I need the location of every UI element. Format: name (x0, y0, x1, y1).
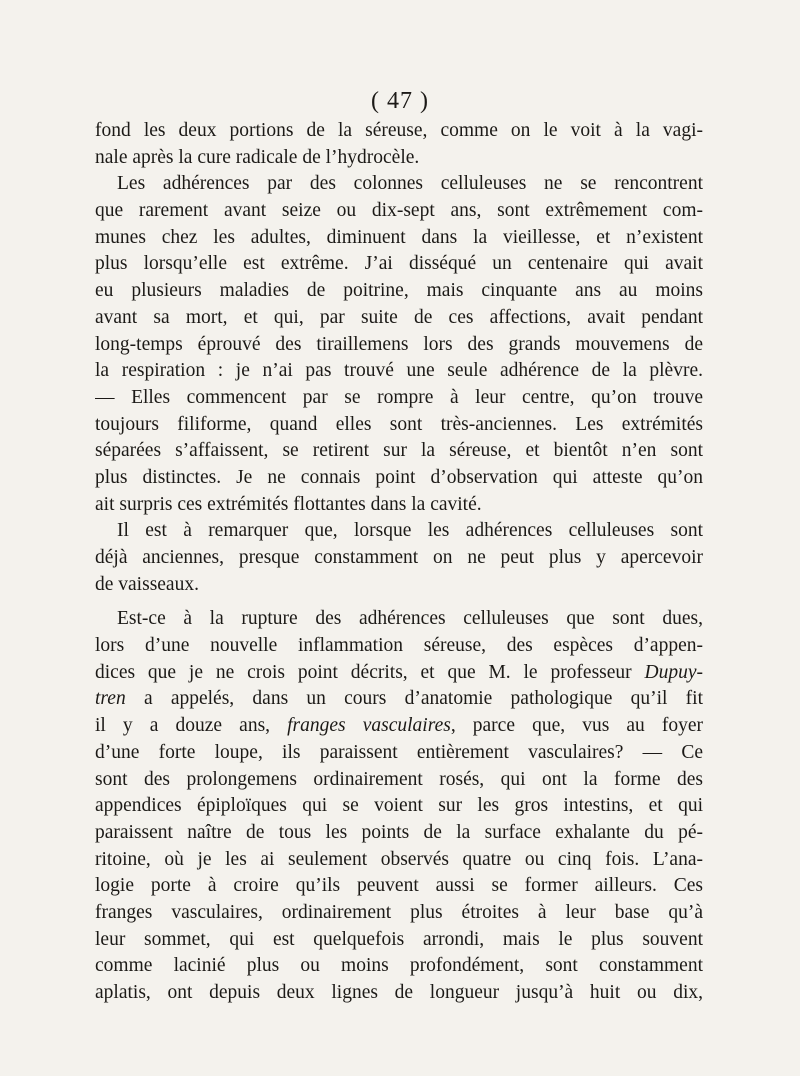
italic-term: Dupuy- (644, 661, 703, 683)
italic-term: tren (95, 688, 126, 710)
text-line: que rarement avant seize ou dix-sept ans, sont extrêmement com- (95, 200, 703, 222)
text-line: appendices épiploïques qui se voient sur les gros intestins, et qui (95, 795, 703, 817)
text-line: déjà anciennes, presque constamment on ne peut plus y apercevoir (95, 547, 703, 568)
text-line: plus distinctes. Je ne connais point d’observation qui atteste qu’on (95, 466, 703, 488)
body-text (95, 118, 703, 1007)
text-line: logie porte à croire qu’ils peuvent aussi se former ailleurs. Ces (95, 875, 703, 897)
paragraph-gap (95, 598, 703, 606)
text-line: — Elles commencent par se rompre à leur centre, qu’on trouve (95, 386, 703, 408)
text-line: toujours filiforme, quand elles sont très-anciennes. Les extrémités (95, 413, 703, 435)
text-line: plus lorsqu’elle est extrême. J’ai disséqué un centenaire qui avait (95, 253, 703, 275)
text-line: Il est à remarquer que, lorsque les adhérences celluleuses sont (117, 520, 703, 542)
text-line: de vaisseaux. (95, 573, 199, 595)
text-line: munes chez les adultes, diminuent dans la vieillesse, et n’existent (95, 226, 703, 248)
text-line: avant sa mort, et qui, par suite de ces affections, avait pendant (95, 306, 703, 328)
text-line: leur sommet, qui est quelquefois arrondi, mais le plus souvent (95, 928, 703, 950)
italic-term: franges vasculaires (287, 715, 451, 737)
text-line: ritoine, où je les ai seulement observés quatre ou cinq fois. L’ana- (95, 848, 703, 870)
text-line: long-temps éprouvé des tiraillemens lors des grands mouvemens de (95, 333, 703, 355)
text-line: franges vasculaires, ordinairement plus étroites à leur base qu’à (95, 901, 703, 923)
text-line: aplatis, ont depuis deux lignes de longueur jusqu’à huit ou dix, (95, 982, 703, 1003)
text-line: Les adhérences par des colonnes celluleuses ne se rencontrent (117, 173, 703, 195)
text-line: tren a appelés, dans un cours d’anatomie pathologique qu’il fit (95, 688, 703, 710)
text-line: Est-ce à la rupture des adhérences celluleuses que sont dues, (117, 608, 703, 630)
text-line: sont des prolongemens ordinairement rosés, qui ont la forme des (95, 768, 703, 790)
text-line: comme lacinié plus ou moins profondément, sont constamment (95, 955, 703, 977)
text-line: la respiration : je n’ai pas trouvé une seule adhérence de la plèvre. (95, 360, 703, 382)
text-line: il y a douze ans, franges vasculaires, parce que, vus au foyer (95, 715, 703, 737)
text-line: nale après la cure radicale de l’hydrocèle. (95, 146, 420, 168)
text-line: lors d’une nouvelle inflammation séreuse, des espèces d’appen- (95, 635, 703, 657)
text-line: séparées s’affaissent, se retirent sur la séreuse, et bientôt n’en sont (95, 440, 703, 462)
text-line: paraissent naître de tous les points de la surface exhalante du pé- (95, 821, 703, 843)
text-line: ait surpris ces extrémités flottantes dans la cavité. (95, 493, 482, 515)
text-line: fond les deux portions de la séreuse, comme on le voit à la vagi- (95, 120, 703, 141)
page-number: ( 47 ) (371, 88, 429, 114)
text-line: dices que je ne crois point décrits, et que M. le professeur Dupuy- (95, 661, 703, 683)
text-line: d’une forte loupe, ils paraissent entièrement vasculaires? — Ce (95, 741, 703, 763)
text-line: eu plusieurs maladies de poitrine, mais cinquante ans au moins (95, 280, 703, 302)
